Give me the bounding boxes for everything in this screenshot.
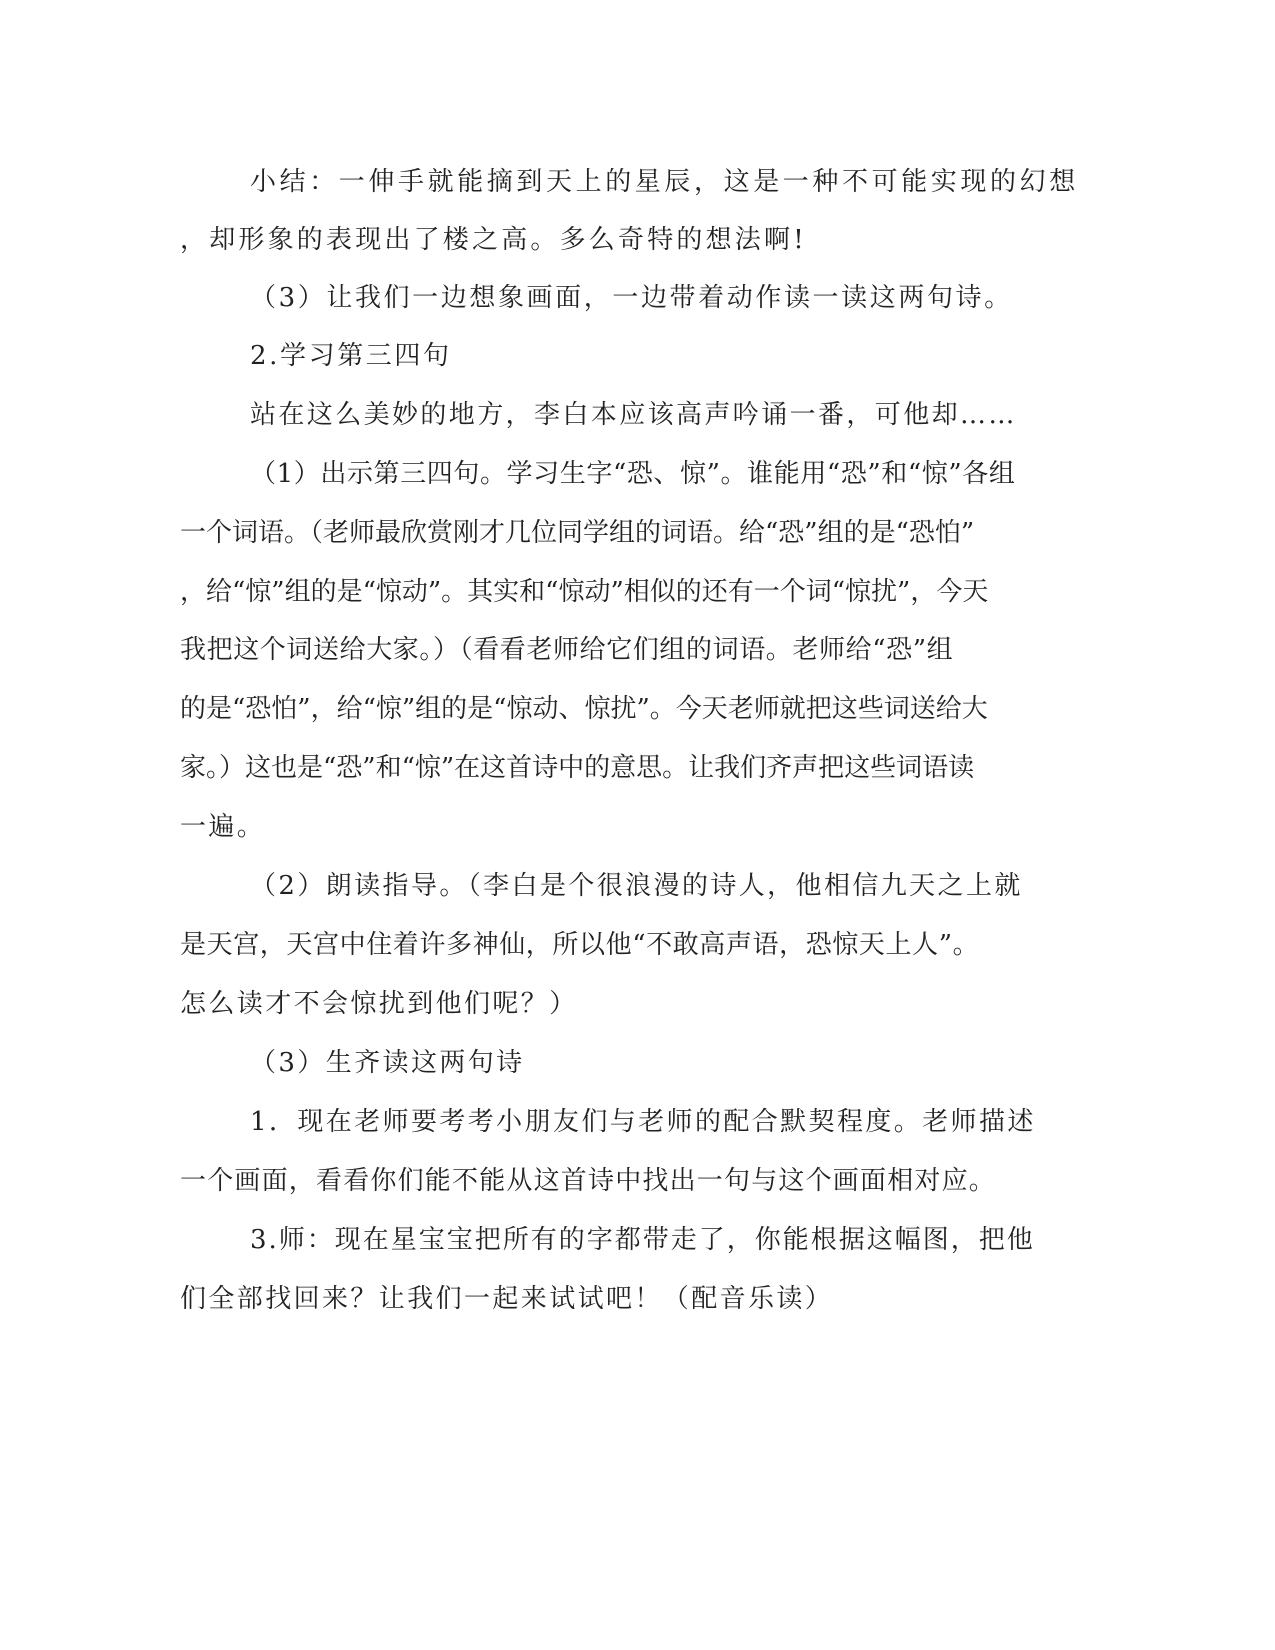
paragraph-line: 一个画面，看看你们能不能从这首诗中找出一句与这个画面相对应。 [180, 1166, 997, 1196]
paragraph-line: （3）让我们一边想象画面，一边带着动作读一读这两句诗。 [250, 283, 1013, 313]
paragraph-line: 我把这个词送给大家。）（看看老师给它们组的词语。老师给“恐”组 [180, 635, 954, 665]
paragraph-line: （3）生齐读这两句诗 [250, 1048, 525, 1078]
paragraph-line: 们全部找回来？让我们一起来试试吧！（配音乐读） [180, 1284, 834, 1314]
paragraph-line: （2）朗读指导。（李白是个很浪漫的诗人，他相信九天之上就 [250, 871, 1023, 901]
paragraph-line: 小结：一伸手就能摘到天上的星辰，这是一种不可能实现的幻想 [250, 167, 1079, 197]
paragraph-line: 3.师：现在星宝宝把所有的字都带走了，你能根据这幅图，把他 [250, 1225, 1035, 1255]
paragraph-line: 是天宫，天宫中住着许多神仙，所以他“不敢高声语，恐惊天上人”。 [180, 930, 980, 960]
paragraph-line: 的是“恐怕”，给“惊”组的是“惊动、惊扰”。今天老师就把这些词送给大 [180, 694, 988, 724]
paragraph-line: 怎么读才不会惊扰到他们呢？） [180, 989, 578, 1019]
paragraph-line: （1）出示第三四句。学习生字“恐、惊”。谁能用“恐”和“惊”各组 [250, 459, 1016, 489]
section-heading: 2.学习第三四句 [250, 341, 452, 371]
paragraph-line: 一个词语。（老师最欣赏刚才几位同学组的词语。给“恐”组的是“恐怕” [180, 518, 975, 548]
paragraph-line: ，却形象的表现出了楼之高。多么奇特的想法啊! [180, 225, 807, 255]
paragraph-line: 家。）这也是“恐”和“惊”在这首诗中的意思。让我们齐声把这些词语读 [180, 753, 975, 783]
paragraph-line: 一遍。 [180, 812, 266, 842]
paragraph-line: ，给“惊”组的是“惊动”。其实和“惊动”相似的还有一个词“惊扰”，今天 [180, 577, 989, 607]
paragraph-line: 1．现在老师要考考小朋友们与老师的配合默契程度。老师描述 [250, 1107, 1036, 1137]
paragraph-line: 站在这么美妙的地方，李白本应该高声吟诵一番，可他却…… [250, 400, 1017, 430]
